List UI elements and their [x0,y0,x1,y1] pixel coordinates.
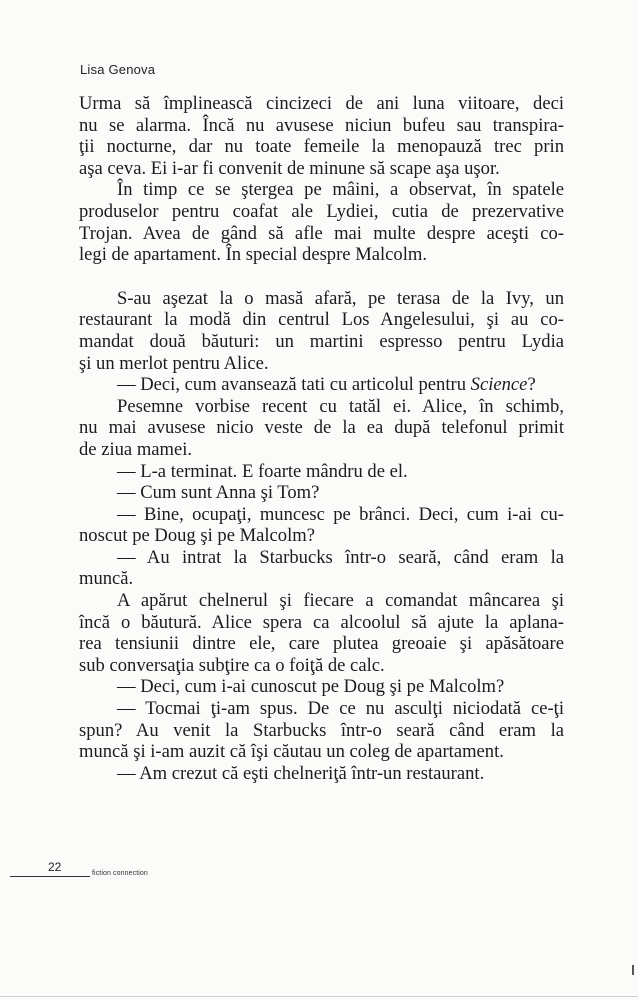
text-line: produselor pentru coafat ale Lydiei, cutia de prezervative [79,200,564,222]
section-break [79,266,564,288]
text-line: noscut pe Doug şi pe Malcolm? [79,525,315,547]
footer-imprint: fiction connection [92,870,148,877]
text-line: spun? Au venit la Starbucks într-o seară când eram la [79,719,564,741]
text-line: nu mai avusese nicio veste de la ea după telefonul primit [79,417,564,439]
text-line: În timp ce se ştergea pe mâini, a observat, în spatele [117,179,564,201]
paragraph [79,698,564,763]
text-line: nu se alarma. Încă nu avusese niciun bufeu sau transpira- [79,114,564,136]
running-head-author: Lisa Genova [80,62,156,77]
paragraph [79,396,564,461]
paragraph [79,374,564,396]
text-line: — Au intrat la Starbucks într-o seară, când eram la [117,546,564,568]
paragraph [79,482,564,504]
text-line: Pesemne vorbise recent cu tatăl ei. Alice, în schimb, [117,395,564,417]
text-line: S-au aşezat la o masă afară, pe terasa de la Ivy, un [117,287,564,309]
text-line: — Tocmai ţi-am spus. De ce nu asculţi niciodată ce-ţi [117,698,564,720]
text-line: legi de apartament. În special despre Malcolm. [79,244,427,266]
text-line: ţii nocturne, dar nu toate femeile la menopauză trec prin [79,136,564,158]
paragraph [79,590,564,676]
text-line: — Am crezut că eşti chelneriţă într-un restaurant. [117,762,485,784]
body-text [79,93,564,784]
italic-title: Science [470,374,528,396]
paragraph [79,461,564,483]
paragraph [79,93,564,179]
text-line: — Deci, cum i-ai cunoscut pe Doug şi pe Malcolm? [117,676,505,698]
scan-mark [632,965,634,975]
text-line: încă o băutură. Alice spera ca alcoolul să ajute la aplana- [79,611,564,633]
text-line: muncă. [79,568,134,590]
punctuation: ? [527,374,536,396]
paragraph [79,547,564,590]
text-line: de ziua mamei. [79,438,193,460]
text-line: aşa ceva. Ei i-ar fi convenit de minune să scape aşa uşor. [79,157,500,179]
text-line: mandat două băuturi: un martini espresso pentru Lydia [79,330,564,352]
text-line: muncă şi i-am auzit că îşi căutau un coleg de apartament. [79,741,504,763]
paragraph [79,676,564,698]
text-line: — Cum sunt Anna şi Tom? [117,482,320,504]
text-line: — Deci, cum avansează tati cu articolul pentru Science? [117,374,536,396]
text-line: Trojan. Avea de gând să afle mai multe despre aceşti co- [79,222,564,244]
page-number: 22 [48,860,62,874]
text-line: — L-a terminat. E foarte mândru de el. [117,460,408,482]
text-line: şi un merlot pentru Alice. [79,352,269,374]
paragraph [79,763,564,785]
text-line: restaurant la modă din centrul Los Angelesului, şi au co- [79,309,564,331]
text-line: Urma să împlinească cincizeci de ani luna viitoare, deci [79,93,564,114]
text-line: sub conversaţia subţire ca o foiţă de calc. [79,654,385,676]
scan-edge [0,996,638,997]
text-line: — Bine, ocupaţi, muncesc pe brânci. Deci, cum i-ai cu- [117,503,564,525]
paragraph [79,179,564,265]
text-line: rea tensiunii dintre ele, care plutea greoaie şi apăsătoare [79,633,564,655]
paragraph [79,288,564,374]
text-line: A apărut chelnerul şi fiecare a comandat mâncarea şi [117,590,564,612]
footer-rule [10,876,90,877]
paragraph [79,504,564,547]
